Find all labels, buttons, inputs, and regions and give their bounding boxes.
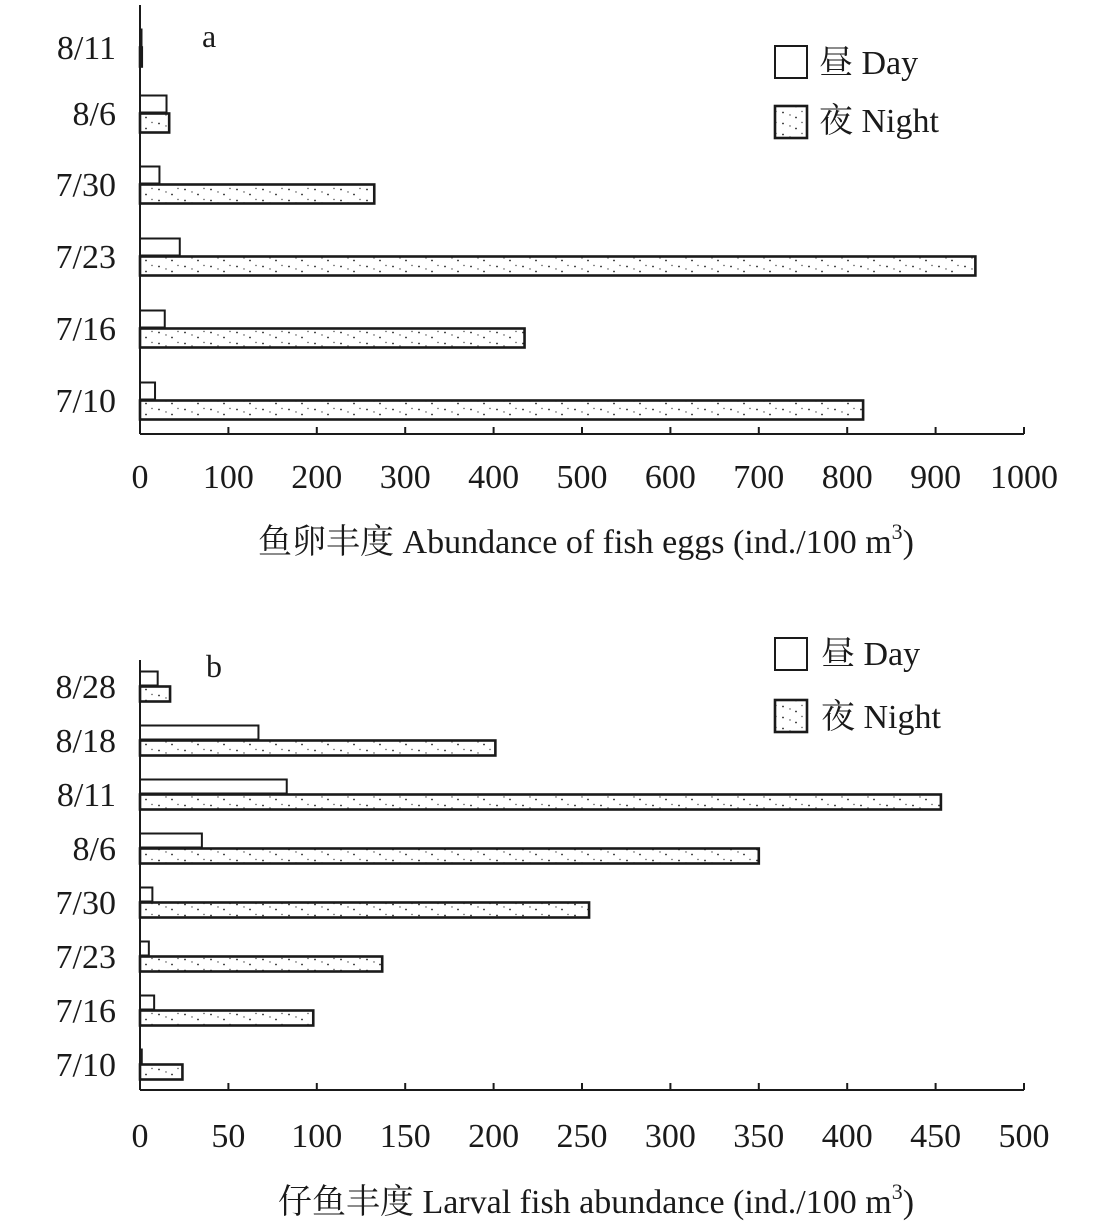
chart-a-category-label: 7/23 <box>55 239 116 276</box>
chart-a-x-tick-label: 600 <box>644 459 696 496</box>
chart-b-x-tick-label: 150 <box>379 1118 431 1155</box>
chart-b-category-label: 8/11 <box>56 777 116 814</box>
chart-a-bars <box>140 30 975 420</box>
chart-b-category-label: 7/23 <box>55 939 116 976</box>
chart-b-bar-night-8-28 <box>140 687 170 702</box>
chart-a-legend <box>775 45 939 140</box>
chart-b-x-tick-label: 300 <box>644 1118 696 1155</box>
chart-b-x-tick-label: 0 <box>131 1118 149 1155</box>
chart-b-x-tick-label: 450 <box>910 1118 962 1155</box>
chart-a-category-label: 7/30 <box>55 167 116 204</box>
chart-a-category-label: 7/16 <box>55 311 116 348</box>
chart-b-x-tick-label: 350 <box>733 1118 785 1155</box>
chart-b-x-tick-label: 250 <box>556 1118 608 1155</box>
chart-b-x-tick-label: 50 <box>211 1118 246 1155</box>
chart-b-bar-day-8-11 <box>140 780 287 794</box>
chart-a-legend-day-label: 昼 Day <box>819 45 919 82</box>
chart-b-x-tick-label: 200 <box>468 1118 520 1155</box>
chart-b-x-axis-label: 仔鱼丰度 Larval fish abundance (ind./100 $m^3$) <box>277 1179 915 1221</box>
chart-b-bar-day-8-6 <box>140 834 202 848</box>
chart-b-x-tick-label: 400 <box>821 1118 873 1155</box>
chart-b-axis-ticks <box>132 1083 1050 1155</box>
chart-b-legend <box>775 636 941 736</box>
chart-a-x-tick-label: 300 <box>379 459 431 496</box>
chart-a-x-tick-label: 500 <box>556 459 608 496</box>
chart-a-bar-day-8-11 <box>140 30 142 47</box>
chart-a-x-tick-label: 0 <box>131 459 149 496</box>
chart-a-x-tick-label: 1000 <box>990 459 1058 496</box>
chart-b-legend-night-swatch <box>775 700 807 732</box>
chart-panel-a <box>56 5 1058 561</box>
chart-b-legend-day-label: 昼 Day <box>821 636 921 673</box>
chart-a-category-label: 8/11 <box>56 30 116 67</box>
chart-a-x-tick-label: 200 <box>291 459 343 496</box>
chart-b-category-label: 8/6 <box>72 831 116 868</box>
chart-b-bar-day-7-23 <box>140 942 149 956</box>
chart-a-x-tick-label: 400 <box>468 459 520 496</box>
chart-a-bar-night-7-23 <box>140 257 975 276</box>
chart-a-bar-day-7-30 <box>140 167 159 184</box>
chart-panel-b <box>56 636 1050 1221</box>
chart-a-legend-night-swatch <box>775 106 807 138</box>
chart-a-x-tick-label: 700 <box>733 459 785 496</box>
chart-b-bar-night-7-30 <box>140 903 589 918</box>
chart-b-category-label: 8/28 <box>55 669 116 706</box>
chart-b-bar-night-8-18 <box>140 741 495 756</box>
chart-b-bar-day-7-30 <box>140 888 152 902</box>
chart-b-bar-night-7-23 <box>140 957 382 972</box>
chart-a-x-tick-label: 100 <box>202 459 254 496</box>
chart-a-bar-night-7-10 <box>140 401 863 420</box>
chart-b-bar-day-8-18 <box>140 726 258 740</box>
chart-b-bar-day-7-10 <box>140 1050 142 1064</box>
chart-a-x-axis-label: 鱼卵丰度 Abundance of fish eggs (ind./100 $m^3$) <box>258 519 914 561</box>
chart-b-category-label: 7/10 <box>55 1047 116 1084</box>
chart-a-bar-day-7-16 <box>140 311 165 328</box>
chart-a-bar-night-7-30 <box>140 185 374 204</box>
chart-b-category-label: 7/30 <box>55 885 116 922</box>
chart-a-x-tick-label: 900 <box>910 459 962 496</box>
chart-a-bar-day-7-23 <box>140 239 180 256</box>
chart-a-legend-night-label: 夜 Night <box>819 103 939 140</box>
chart-a-category-label: 7/10 <box>55 383 116 420</box>
chart-b-bar-day-7-16 <box>140 996 154 1010</box>
chart-b-bar-night-8-11 <box>140 795 941 810</box>
chart-a-panel-label: a <box>202 18 217 54</box>
chart-b-bar-day-8-28 <box>140 672 158 686</box>
chart-a-bar-night-7-16 <box>140 329 525 348</box>
chart-a-bar-day-8-6 <box>140 96 167 113</box>
chart-b-legend-night-label: 夜 Night <box>821 699 941 736</box>
chart-b-bar-night-8-6 <box>140 849 759 864</box>
chart-b-bar-night-7-16 <box>140 1011 313 1026</box>
chart-a-legend-day-swatch <box>775 46 807 78</box>
chart-a-category-label: 8/6 <box>72 96 116 133</box>
chart-a-x-tick-label: 800 <box>821 459 873 496</box>
chart-a-bar-day-7-10 <box>140 383 155 400</box>
chart-b-panel-label: b <box>206 648 222 684</box>
chart-b-x-tick-label: 100 <box>291 1118 343 1155</box>
chart-a-bar-night-8-11 <box>140 48 142 67</box>
chart-b-category-label: 7/16 <box>55 993 116 1030</box>
chart-a-bar-night-8-6 <box>140 114 169 133</box>
chart-b-x-tick-label: 500 <box>998 1118 1050 1155</box>
chart-b-category-labels <box>56 669 116 1084</box>
chart-b-bar-night-7-10 <box>140 1065 182 1080</box>
chart-b-legend-day-swatch <box>775 638 807 670</box>
chart-b-category-label: 8/18 <box>55 723 116 760</box>
chart-a-axis-ticks <box>132 427 1059 496</box>
chart-a-category-labels <box>56 30 116 420</box>
